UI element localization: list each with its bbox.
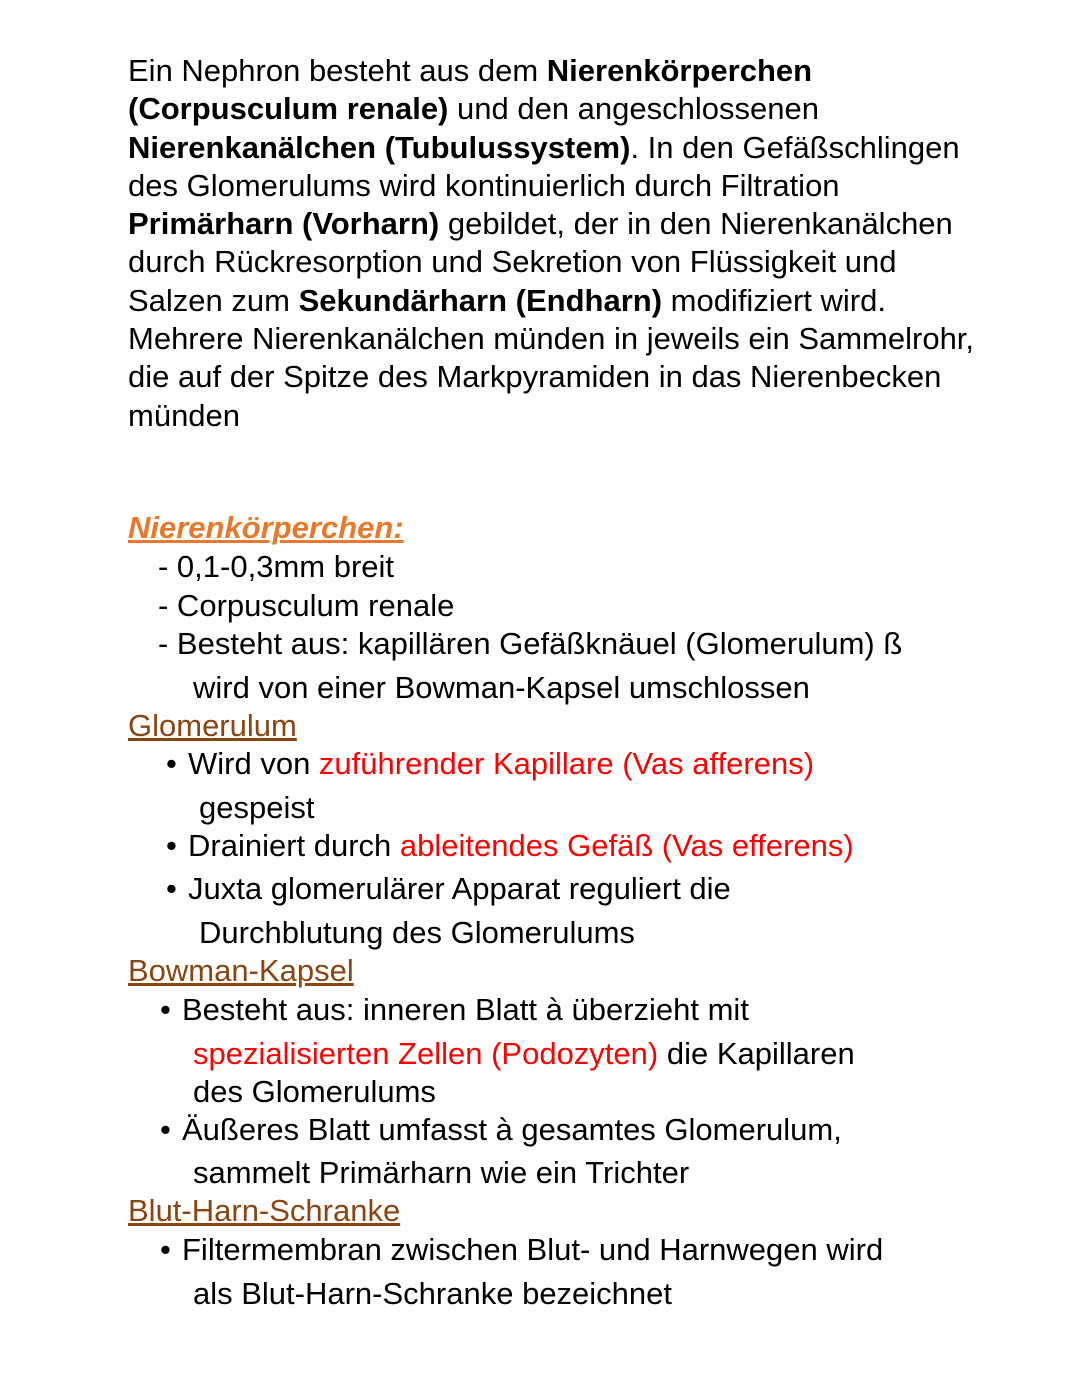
bullet-item-juxta-cont: Durchblutung des Glomerulums [199, 915, 635, 950]
intro-text [128, 52, 988, 435]
bullet-item-filtermembran [160, 1231, 883, 1269]
intro-bold-nierenkanaelchen: Nierenkanälchen (Tubulussystem) [128, 129, 631, 165]
intro-text-3: . In den Gefäßschlingen des Glomerulums wird kontinuierlich durch Filtration [128, 129, 960, 203]
bullet-icon: • [166, 871, 177, 906]
intro-bold-primaerharn: Primärharn (Vorharn) [128, 206, 440, 242]
intro-bold-sekundaerharn: Sekundärharn (Endharn) [298, 282, 663, 318]
highlight-vas-efferens: ableitendes Gefäß (Vas efferens) [399, 828, 854, 863]
heading-glomerulum: Glomerulum [128, 708, 297, 743]
bullet-text: Wird von [188, 746, 319, 781]
bullet-text: Besteht aus: inneren Blatt à überzieht mit [182, 992, 749, 1027]
bullet-text: Juxta glomerulärer Apparat reguliert die [188, 871, 731, 906]
bullet-text: Drainiert durch [188, 828, 400, 863]
highlight-vas-afferens: zuführender Kapillare (Vas afferens) [318, 746, 815, 781]
bullet-item-inneres-blatt-cont2: des Glomerulums [193, 1074, 436, 1109]
bullet-item-aeusseres-blatt-cont: sammelt Primärharn wie ein Trichter [193, 1155, 690, 1190]
intro-bold-nierenkoerperchen: Nierenkörperchen (Corpusculum renale) [128, 53, 813, 127]
intro-text-4: gebildet, der in den Nierenkanälchen durch Rückresorption und Sekretion von Flüssigkeit und Salzen zum [128, 206, 953, 318]
bullet-item-filtermembran-cont: als Blut-Harn-Schranke bezeichnet [193, 1276, 673, 1311]
bullet-item-inneres-blatt [160, 991, 749, 1029]
bullet-text: die Kapillaren [658, 1036, 855, 1071]
list-item-besteht-aus: - Besteht aus: kapillären Gefäßknäuel (Glomerulum) ß [158, 626, 903, 661]
list-item-corpusculum: - Corpusculum renale [158, 588, 455, 623]
bullet-text: Äußeres Blatt umfasst à gesamtes Glomerulum, [182, 1112, 842, 1147]
heading-bowman-kapsel: Bowman-Kapsel [128, 953, 354, 988]
bullet-item-juxta [166, 870, 731, 908]
bullet-text: Filtermembran zwischen Blut- und Harnwegen wird [182, 1232, 884, 1267]
heading-blut-harn-schranke: Blut-Harn-Schranke [128, 1193, 401, 1228]
bullet-item-vas-afferens [166, 745, 814, 783]
bullet-icon: • [166, 828, 177, 863]
heading-nierenkoerperchen: Nierenkörperchen: [128, 510, 404, 545]
bullet-icon: • [160, 1112, 171, 1147]
list-item-breite: - 0,1-0,3mm breit [158, 549, 395, 584]
bullet-icon: • [160, 992, 171, 1027]
bullet-icon: • [166, 746, 177, 781]
bullet-item-vas-efferens [166, 827, 854, 865]
list-item-besteht-aus-cont: wird von einer Bowman-Kapsel umschlossen [193, 670, 810, 705]
highlight-podozyten: spezialisierten Zellen (Podozyten) [193, 1036, 659, 1071]
intro-text-5: modifiziert wird. Mehrere Nierenkanälchen münden in jeweils ein Sammelrohr, die auf der Spitze des Markpyramiden in das Nierenbecken münden [128, 282, 975, 433]
bullet-item-inneres-blatt-cont [193, 1035, 855, 1073]
intro-paragraph [128, 52, 988, 435]
bullet-item-aeusseres-blatt [160, 1111, 842, 1149]
intro-text-2: und den angeschlossenen [448, 91, 819, 127]
bullet-item-vas-afferens-cont: gespeist [199, 790, 315, 825]
intro-text-1: Ein Nephron besteht aus dem [128, 53, 547, 88]
bullet-icon: • [160, 1232, 171, 1267]
